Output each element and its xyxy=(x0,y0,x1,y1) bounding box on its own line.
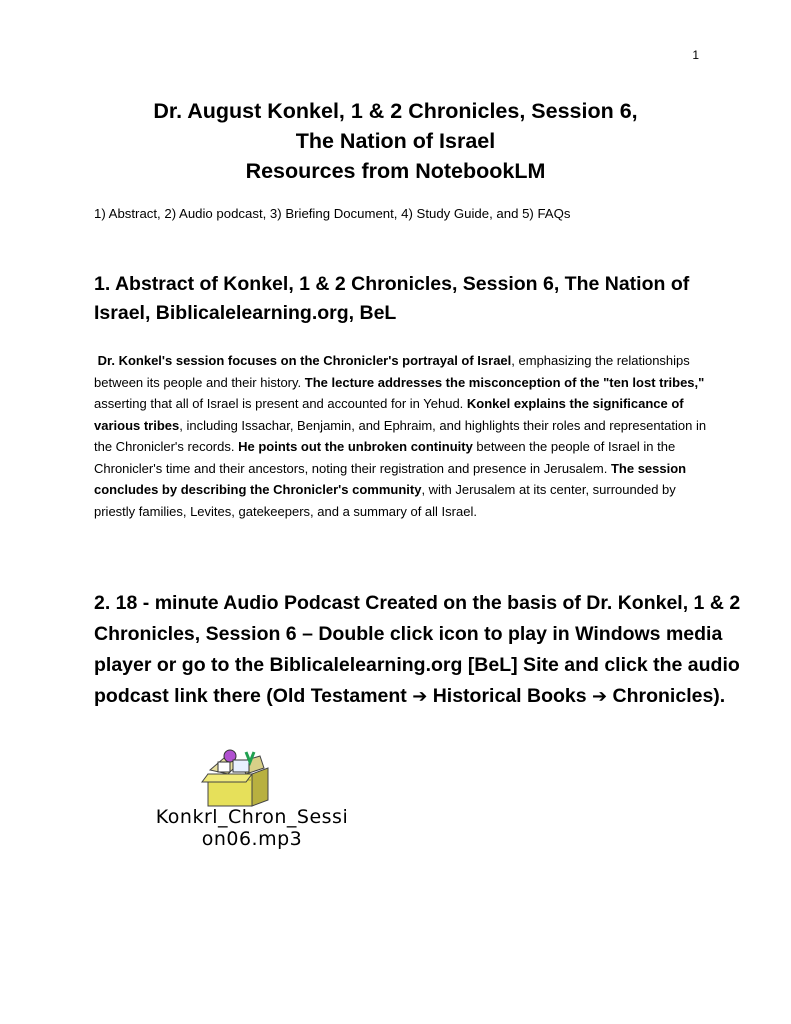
abstract-heading: 1. Abstract of Konkel, 1 & 2 Chronicles, Session 6, The Nation of Israel, Biblicalelearning.org, BeL xyxy=(94,273,690,324)
abstract-bold-segment: He points out the unbroken continuity xyxy=(238,439,473,454)
title-line-3: Resources from NotebookLM xyxy=(245,159,546,183)
abstract-bold-segment: The lecture addresses the misconception of the "ten lost tribes," xyxy=(304,374,705,390)
abstract-bold-segment: The session concludes by describing the Chronicler's community xyxy=(94,460,687,497)
filename-line-1: Konkrl_Chron_Sessi xyxy=(155,806,349,828)
arrow-right-icon: ➔ xyxy=(592,686,608,706)
podcast-heading xyxy=(94,588,754,712)
title-line-1: Dr. August Konkel, 1 & 2 Chronicles, Session 6, xyxy=(153,99,638,123)
abstract-text-segment: between the people of Israel in the Chronicler's time and their ancestors, noting their registration and presence in Jerusalem. xyxy=(94,439,676,476)
arrow-right-icon: ➔ xyxy=(412,686,428,706)
filename-line-2: on06.mp3 xyxy=(201,828,303,850)
podcast-filename[interactable] xyxy=(96,806,408,850)
abstract-bold-segment: Dr. Konkel's session focuses on the Chronicler's portrayal of Israel xyxy=(97,353,512,368)
podcast-heading-part2: Historical Books xyxy=(427,685,593,707)
page-number: 1 xyxy=(692,48,699,62)
abstract-text-segment: , emphasizing the relationships between its people and their history. xyxy=(94,353,690,390)
abstract-bold-segment: Konkel explains the significance of various tribes xyxy=(94,396,684,433)
document-title xyxy=(0,96,791,186)
podcast-heading-part1: 2. 18 - minute Audio Podcast Created on the basis of Dr. Konkel, 1 & 2 Chronicles, Session 6 – Double click icon to play in Windows media player or go to the Biblicalelearning.org [BeL] Site and click the audio podcast link there (Old Testament xyxy=(94,592,741,707)
abstract-text-segment: , with Jerusalem at its center, surrounded by priestly families, Levites, gatekeepers, and a summary of all Israel. xyxy=(94,482,676,519)
contents-line: 1) Abstract, 2) Audio podcast, 3) Briefing Document, 4) Study Guide, and 5) FAQs xyxy=(94,206,571,221)
abstract-body xyxy=(94,350,714,522)
podcast-heading-part3: Chronicles). xyxy=(607,685,726,707)
title-line-2: The Nation of Israel xyxy=(295,129,496,153)
media-package-icon[interactable] xyxy=(190,748,280,808)
abstract-text-segment: , including Issachar, Benjamin, and Ephraim, and highlights their roles and representation in the Chronicler's records. xyxy=(94,417,707,454)
abstract-text-segment: asserting that all of Israel is present and accounted for in Yehud. xyxy=(94,396,467,411)
